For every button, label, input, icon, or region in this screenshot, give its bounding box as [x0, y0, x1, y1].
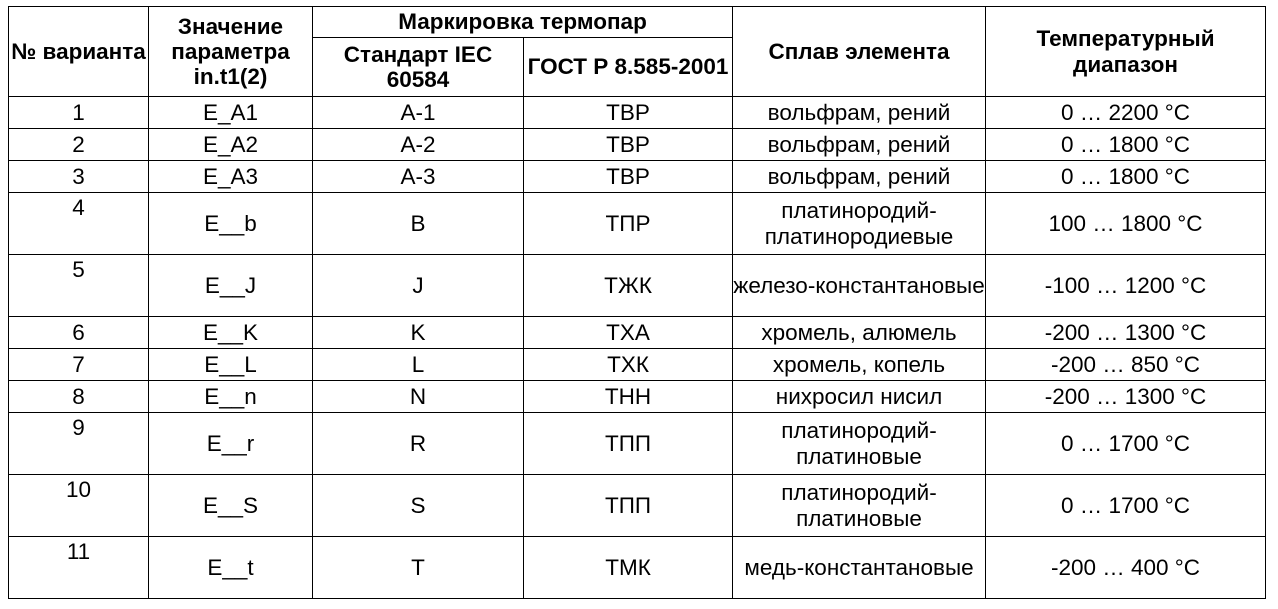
- cell-variant-number-text: 11: [66, 539, 91, 564]
- cell-variant-number: [9, 475, 149, 537]
- cell-variant-number: [9, 413, 149, 475]
- cell-variant-number: 1: [9, 97, 149, 129]
- cell-param-value: E_A2: [149, 129, 313, 161]
- table-row: [9, 413, 1266, 475]
- cell-alloy: железо-константановые: [733, 255, 986, 317]
- cell-variant-number: [9, 255, 149, 317]
- table-row: [9, 349, 1266, 381]
- cell-alloy: платинородий-платиновые: [733, 413, 986, 475]
- cell-gost-marking: ТНН: [524, 381, 733, 413]
- cell-variant-number: 3: [9, 161, 149, 193]
- cell-variant-number-text: 4: [72, 195, 85, 220]
- cell-variant-number: [9, 537, 149, 599]
- table-row: [9, 97, 1266, 129]
- cell-gost-marking: ТМК: [524, 537, 733, 599]
- cell-temperature-range: 0 … 1700 °С: [986, 475, 1266, 537]
- cell-iec-marking: B: [313, 193, 524, 255]
- cell-iec-marking: A-1: [313, 97, 524, 129]
- cell-iec-marking: A-3: [313, 161, 524, 193]
- cell-alloy: медь-константановые: [733, 537, 986, 599]
- cell-alloy: нихросил нисил: [733, 381, 986, 413]
- cell-param-value: E__S: [149, 475, 313, 537]
- cell-temperature-range: -200 … 1300 °С: [986, 317, 1266, 349]
- cell-param-value: E__n: [149, 381, 313, 413]
- cell-gost-marking: ТВР: [524, 161, 733, 193]
- cell-temperature-range: 0 … 1700 °С: [986, 413, 1266, 475]
- table-row: [9, 475, 1266, 537]
- cell-param-value: E__L: [149, 349, 313, 381]
- cell-variant-number-text: 10: [65, 477, 92, 502]
- cell-variant-number: [9, 193, 149, 255]
- cell-gost-marking: ТЖК: [524, 255, 733, 317]
- cell-alloy: платинородий-платиновые: [733, 475, 986, 537]
- cell-gost-marking: ТХА: [524, 317, 733, 349]
- table-row: [9, 381, 1266, 413]
- cell-param-value: E_A1: [149, 97, 313, 129]
- cell-param-value: E_A3: [149, 161, 313, 193]
- cell-temperature-range: 0 … 1800 °С: [986, 161, 1266, 193]
- cell-alloy: хромель, алюмель: [733, 317, 986, 349]
- cell-variant-number-text: 9: [72, 415, 85, 440]
- cell-temperature-range: -200 … 1300 °С: [986, 381, 1266, 413]
- cell-variant-number: 6: [9, 317, 149, 349]
- cell-variant-number: 8: [9, 381, 149, 413]
- cell-gost-marking: ТВР: [524, 97, 733, 129]
- header-param: Значение параметра in.t1(2): [149, 7, 313, 97]
- cell-param-value: E__b: [149, 193, 313, 255]
- header-range: Температурный диапазон: [986, 7, 1266, 97]
- cell-temperature-range: -100 … 1200 °С: [986, 255, 1266, 317]
- cell-temperature-range: -200 … 850 °С: [986, 349, 1266, 381]
- cell-alloy: вольфрам, рений: [733, 161, 986, 193]
- table-row: [9, 537, 1266, 599]
- table-row: [9, 161, 1266, 193]
- cell-temperature-range: -200 … 400 °С: [986, 537, 1266, 599]
- cell-iec-marking: J: [313, 255, 524, 317]
- cell-param-value: E__K: [149, 317, 313, 349]
- cell-alloy: вольфрам, рений: [733, 97, 986, 129]
- header-variant: № варианта: [9, 7, 149, 97]
- cell-gost-marking: ТПП: [524, 413, 733, 475]
- cell-alloy: вольфрам, рений: [733, 129, 986, 161]
- header-alloy: Сплав элемента: [733, 7, 986, 97]
- cell-param-value: E__J: [149, 255, 313, 317]
- header-iec: Стандарт IEC 60584: [313, 38, 524, 97]
- header-marking: Маркировка термопар: [313, 7, 733, 38]
- cell-alloy: хромель, копель: [733, 349, 986, 381]
- table-row: [9, 255, 1266, 317]
- cell-alloy: платинородий-платинородиевые: [733, 193, 986, 255]
- cell-variant-number: 2: [9, 129, 149, 161]
- header-gost: ГОСТ Р 8.585-2001: [524, 38, 733, 97]
- cell-gost-marking: ТПП: [524, 475, 733, 537]
- cell-gost-marking: ТПР: [524, 193, 733, 255]
- cell-iec-marking: T: [313, 537, 524, 599]
- cell-iec-marking: A-2: [313, 129, 524, 161]
- cell-variant-number: 7: [9, 349, 149, 381]
- cell-temperature-range: 0 … 2200 °С: [986, 97, 1266, 129]
- table-row: [9, 129, 1266, 161]
- thermocouple-table: [8, 6, 1266, 599]
- table-row: [9, 317, 1266, 349]
- cell-iec-marking: R: [313, 413, 524, 475]
- cell-variant-number-text: 5: [72, 257, 85, 282]
- cell-param-value: E__t: [149, 537, 313, 599]
- cell-iec-marking: N: [313, 381, 524, 413]
- cell-iec-marking: S: [313, 475, 524, 537]
- cell-gost-marking: ТХК: [524, 349, 733, 381]
- cell-iec-marking: L: [313, 349, 524, 381]
- cell-iec-marking: K: [313, 317, 524, 349]
- cell-temperature-range: 0 … 1800 °С: [986, 129, 1266, 161]
- cell-temperature-range: 100 … 1800 °С: [986, 193, 1266, 255]
- table-row: [9, 193, 1266, 255]
- cell-gost-marking: ТВР: [524, 129, 733, 161]
- cell-param-value: E__r: [149, 413, 313, 475]
